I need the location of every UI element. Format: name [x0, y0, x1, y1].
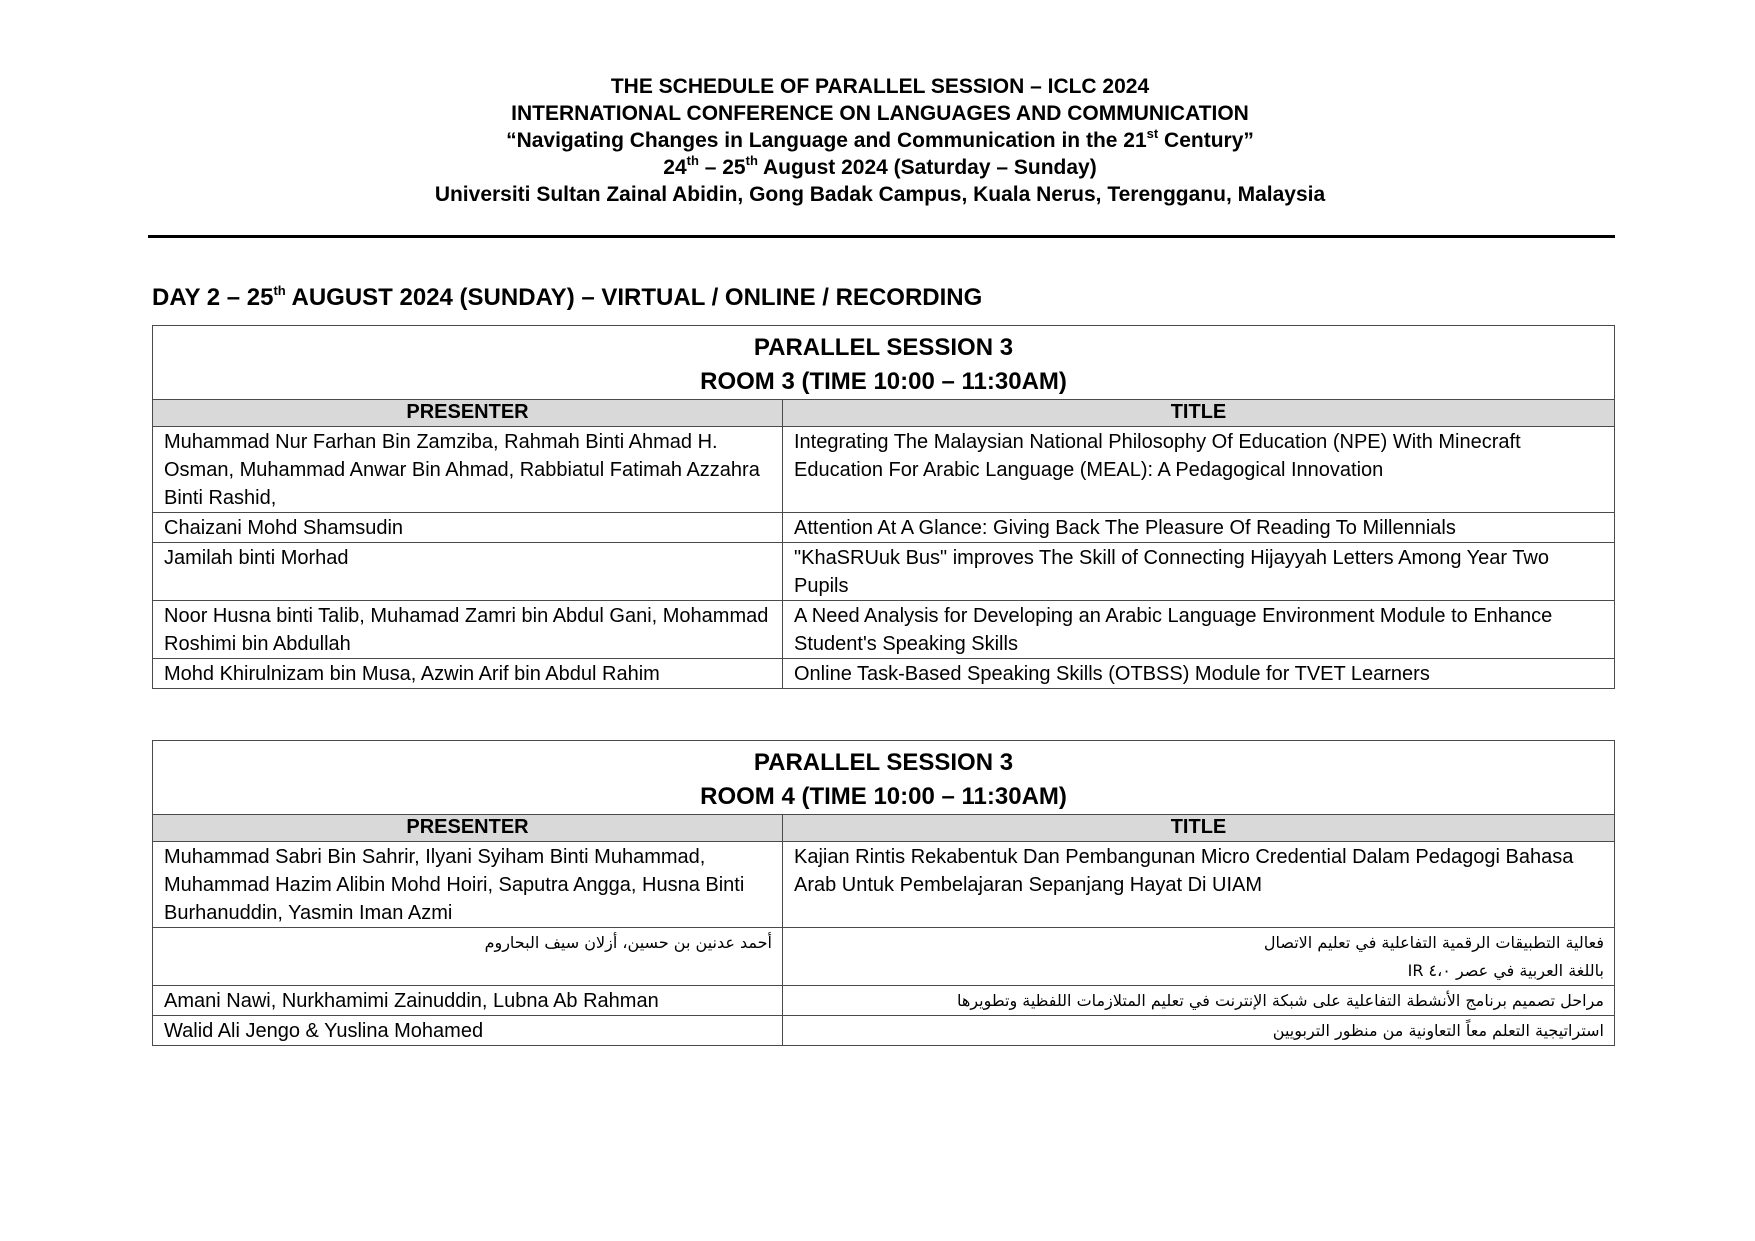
title-cell: استراتيجية التعلم معاً التعاونية من منظور التربويين	[783, 1016, 1615, 1046]
session-caption	[153, 326, 1615, 400]
day-heading: DAY 2 – 25th AUGUST 2024 (SUNDAY) – VIRTUAL / ONLINE / RECORDING	[152, 283, 983, 311]
title-cell: Kajian Rintis Rekabentuk Dan Pembangunan Micro Credential Dalam Pedagogi Bahasa Arab Untuk Pembelajaran Sepanjang Hayat Di UIAM	[783, 842, 1615, 928]
title-line: فعالية التطبيقات الرقمية التفاعلية في تعليم الاتصال	[1263, 933, 1604, 952]
conference-name: INTERNATIONAL CONFERENCE ON LANGUAGES AND COMMUNICATION	[511, 102, 1249, 125]
title-cell: "KhaSRUuk Bus" improves The Skill of Connecting Hijayyah Letters Among Year Two Pupils	[783, 543, 1615, 601]
column-header-title: TITLE	[783, 815, 1615, 842]
schedule-title: THE SCHEDULE OF PARALLEL SESSION – ICLC 2024	[610, 75, 1150, 98]
session-title: PARALLEL SESSION 3	[753, 749, 1014, 776]
header-divider	[148, 235, 1615, 238]
title-cell: مراحل تصميم برنامج الأنشطة التفاعلية على شبكة الإنترنت في تعليم المتلازمات اللفظية وتطويرها	[783, 986, 1615, 1016]
column-header-title: TITLE	[783, 400, 1615, 427]
title-cell: Online Task-Based Speaking Skills (OTBSS) Module for TVET Learners	[783, 659, 1615, 689]
conference-venue: Universiti Sultan Zainal Abidin, Gong Badak Campus, Kuala Nerus, Terengganu, Malaysia	[434, 183, 1326, 206]
table-row	[153, 659, 1615, 689]
table-row	[153, 427, 1615, 513]
presenter-cell: Mohd Khirulnizam bin Musa, Azwin Arif bin Abdul Rahim	[153, 659, 783, 689]
table-row	[153, 928, 1615, 986]
presenter-cell: Jamilah binti Morhad	[153, 543, 783, 601]
presenter-cell: أحمد عدنين بن حسين، أزلان سيف البحاروم	[153, 928, 783, 986]
conference-dates: 24th – 25th August 2024 (Saturday – Sunday)	[663, 153, 1097, 179]
table-row	[153, 1016, 1615, 1046]
table-row	[153, 601, 1615, 659]
table-row	[153, 842, 1615, 928]
title-cell	[783, 928, 1615, 986]
session-title: PARALLEL SESSION 3	[753, 334, 1014, 361]
title-cell: A Need Analysis for Developing an Arabic Language Environment Module to Enhance Student's Speaking Skills	[783, 601, 1615, 659]
title-cell: Attention At A Glance: Giving Back The Pleasure Of Reading To Millennials	[783, 513, 1615, 543]
document-header	[150, 73, 1610, 208]
presenter-cell: Noor Husna binti Talib, Muhamad Zamri bin Abdul Gani, Mohammad Roshimi bin Abdullah	[153, 601, 783, 659]
session-room: ROOM 3 (TIME 10:00 – 11:30AM)	[700, 368, 1067, 395]
table-row	[153, 543, 1615, 601]
conference-theme: “Navigating Changes in Language and Communication in the 21st Century”	[506, 126, 1254, 152]
table-row	[153, 513, 1615, 543]
column-header-presenter: PRESENTER	[153, 400, 783, 427]
table-row	[153, 986, 1615, 1016]
presenter-cell: Chaizani Mohd Shamsudin	[153, 513, 783, 543]
presenter-cell: Muhammad Sabri Bin Sahrir, Ilyani Syiham Binti Muhammad, Muhammad Hazim Alibin Mohd Hoiri, Saputra Angga, Husna Binti Burhanuddin, Yasmin Iman Azmi	[153, 842, 783, 928]
session-table-room-3	[152, 325, 1615, 689]
column-header-presenter: PRESENTER	[153, 815, 783, 842]
session-table-room-4	[152, 740, 1615, 1046]
session-room: ROOM 4 (TIME 10:00 – 11:30AM)	[700, 783, 1067, 810]
title-cell: Integrating The Malaysian National Philosophy Of Education (NPE) With Minecraft Education For Arabic Language (MEAL): A Pedagogical Innovation	[783, 427, 1615, 513]
presenter-cell: Walid Ali Jengo & Yuslina Mohamed	[153, 1016, 783, 1046]
presenter-cell: Amani Nawi, Nurkhamimi Zainuddin, Lubna Ab Rahman	[153, 986, 783, 1016]
session-caption	[153, 741, 1615, 815]
presenter-cell: Muhammad Nur Farhan Bin Zamziba, Rahmah Binti Ahmad H. Osman, Muhammad Anwar Bin Ahmad, Rabbiatul Fatimah Azzahra Binti Rashid,	[153, 427, 783, 513]
title-line: باللغة العربية في عصر ٤،٠ IR	[1407, 961, 1604, 980]
